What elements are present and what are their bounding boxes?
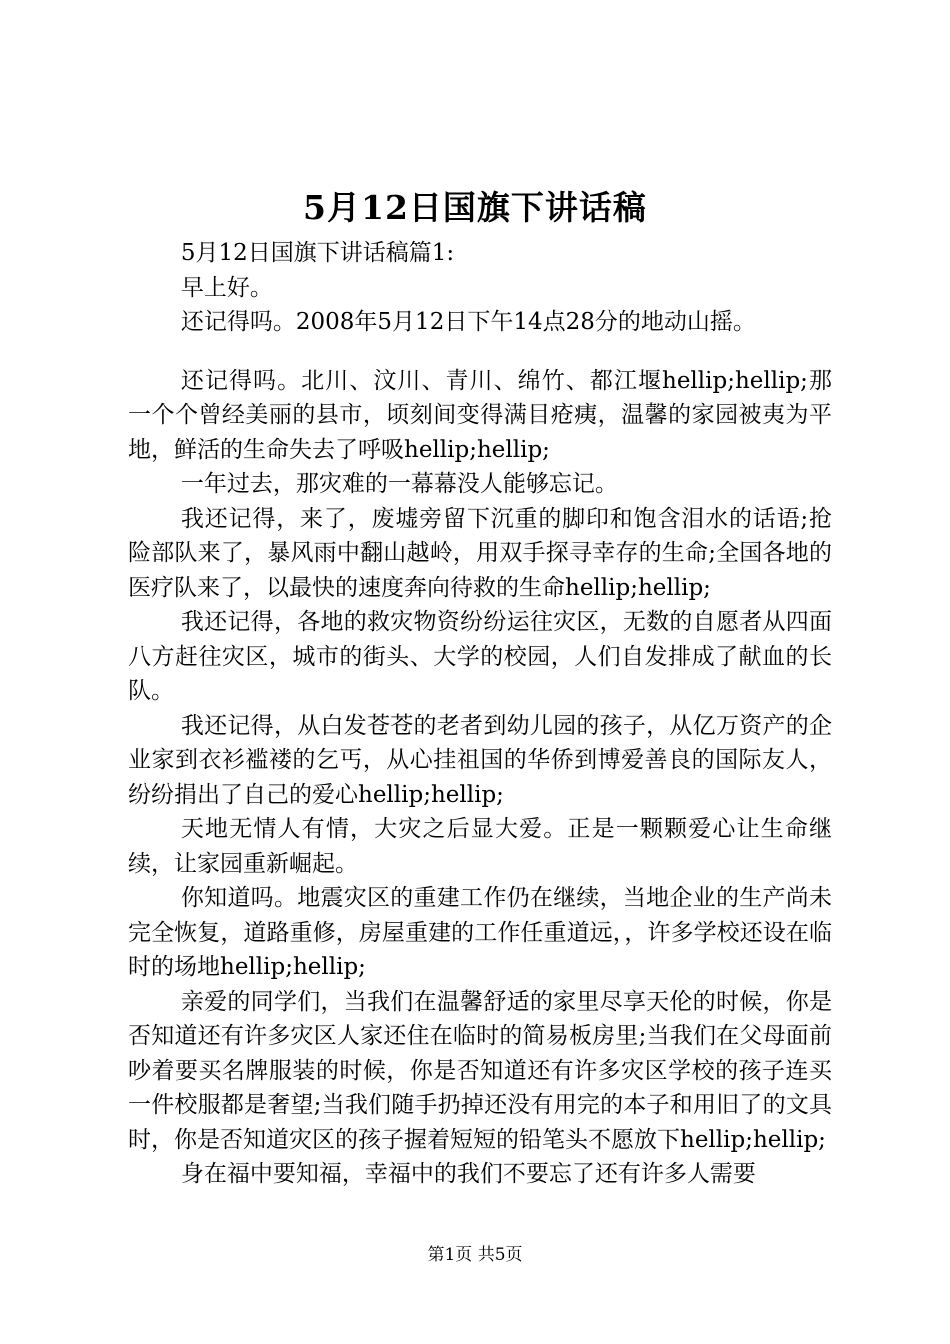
paragraph-heading: 5月12日国旗下讲话稿篇1:	[180, 240, 455, 266]
paragraph: 天地无情人有情，大灾之后显大爱。正是一颗颗爱心让生命继续，让家园重新崛起。	[128, 816, 832, 877]
page-footer: 第1页 共5页	[427, 1245, 523, 1265]
document-body	[128, 236, 832, 1192]
paragraph: 你知道吗。地震灾区的重建工作仍在继续，当地企业的生产尚未完全恢复，道路重修，房屋重建的工作任重道远，，许多学校还设在临时的场地hellip;hellip;	[128, 885, 832, 980]
paragraph-greeting: 早上好。	[180, 274, 273, 301]
paragraph: 亲爱的同学们，当我们在温馨舒适的家里尽享天伦的时候，你是否知道还有许多灾区人家还住在临时的简易板房里;当我们在父母面前吵着要买名牌服装的时候，你是否知道还有许多灾区学校的孩子连买一件校服都是奢望;当我们随手扔掉还没有用完的本子和用旧了的文具时，你是否知道灾区的孩子握着短短的铅笔头不愿放下hellip;hellip;	[128, 988, 832, 1153]
paragraph: 我还记得，来了，废墟旁留下沉重的脚印和饱含泪水的话语;抢险部队来了，暴风雨中翻山越岭，用双手探寻幸存的生命;全国各地的医疗队来了，以最快的速度奔向待救的生命hellip;hellip;	[128, 505, 832, 601]
paragraph: 还记得吗。北川、汶川、青川、绵竹、都江堰hellip;hellip;那一个个曾经美丽的县市，顷刻间变得满目疮痍，温馨的家园被夷为平地，鲜活的生命失去了呼吸hellip;hellip;	[128, 367, 832, 463]
paragraph: 身在福中要知福，幸福中的我们不要忘了还有许多人需要	[180, 1161, 756, 1187]
document-title: 5月12日国旗下讲话稿	[303, 188, 647, 227]
paragraph: 我还记得，各地的救灾物资纷纷运往灾区，无数的自愿者从四面八方赶往灾区，城市的街头、大学的校园，人们自发排成了献血的长队。	[128, 609, 832, 704]
paragraph: 还记得吗。2008年5月12日下午14点28分的地动山摇。	[180, 309, 756, 335]
paragraph: 一年过去，那灾难的一幕幕没人能够忘记。	[180, 471, 618, 497]
paragraph: 我还记得，从白发苍苍的老者到幼儿园的孩子，从亿万资产的企业家到衣衫褴褛的乞丐，从心挂祖国的华侨到博爱善良的国际友人，纷纷捐出了自己的爱心hellip;hellip;	[128, 712, 832, 808]
paragraph-spacer	[128, 340, 832, 364]
